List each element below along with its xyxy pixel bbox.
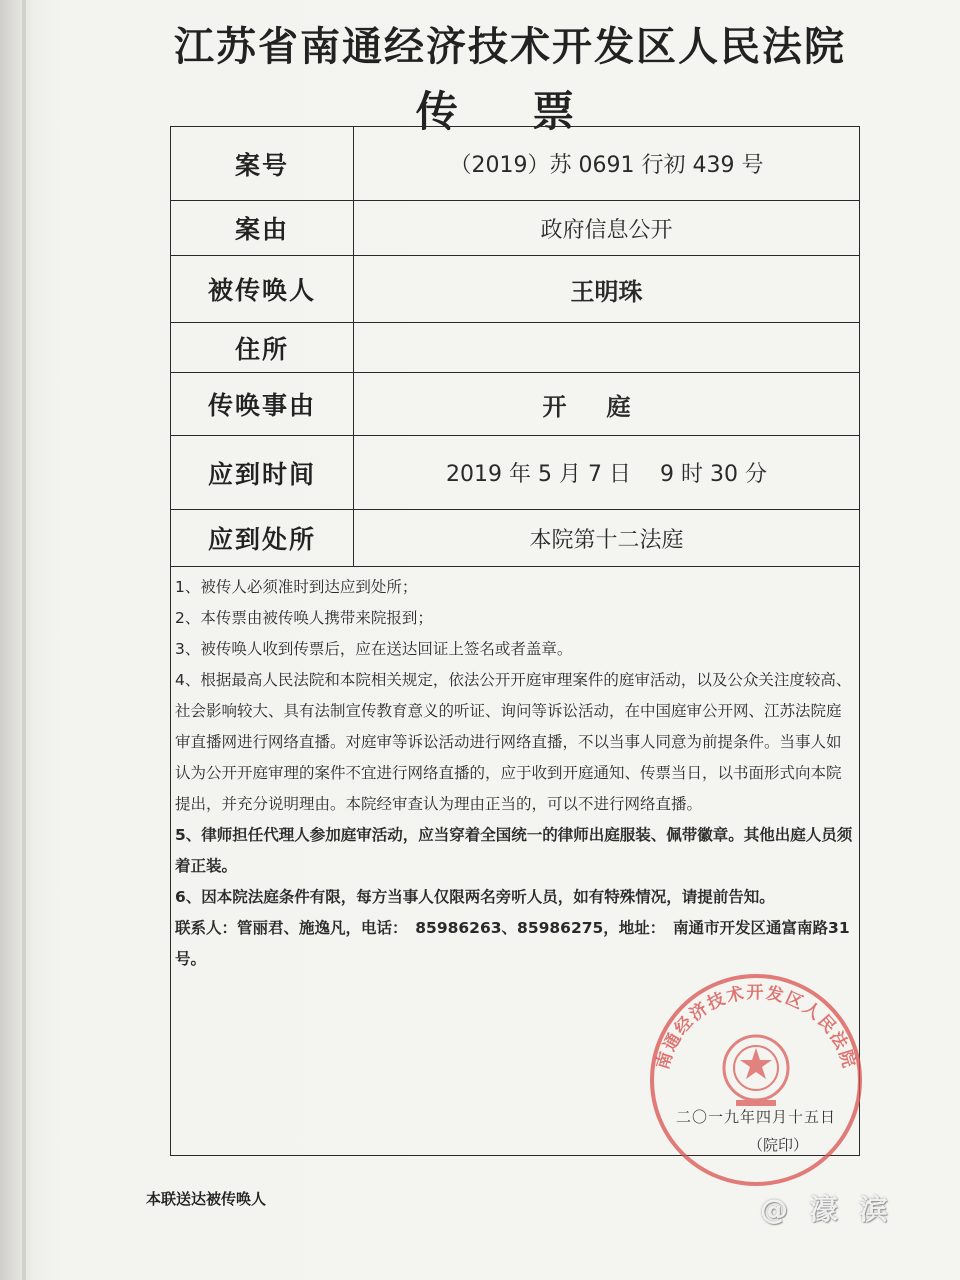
note-item: 4、根据最高人民法院和本院相关规定，依法公开开庭审理案件的庭审活动，以及公众关注度较高、社会影响较大、具有法制宣传教育意义的听证、询问等诉讼活动，在中国庭审公开网、江苏法院庭审直播网进行网络直播。对庭审等诉讼活动进行网络直播，不以当事人同意为前提条件。当事人如认为公开开庭审理的案件不宜进行网络直播的，应于收到开庭通知、传票当日，以书面形式向本院提出，并充分说明理由。本院经审查认为理由正当的，可以不进行网络直播。 xyxy=(175,671,852,813)
table-row xyxy=(171,373,860,436)
court-seal xyxy=(632,960,880,1192)
field-label-place: 应到处所 xyxy=(171,510,354,567)
note-item: 3、被传唤人收到传票后，应在送达回证上签名或者盖章。 xyxy=(175,640,573,658)
paper-edge xyxy=(22,0,26,1280)
field-label-reason: 传唤事由 xyxy=(171,373,354,436)
note-item: 5、律师担任代理人参加庭审活动，应当穿着全国统一的律师出庭服装、佩带徽章。其他出庭人员须着正装。 xyxy=(175,826,853,875)
field-value-case-number: （2019）苏 0691 行初 439 号 xyxy=(354,127,860,201)
field-label-time: 应到时间 xyxy=(171,436,354,510)
table-row xyxy=(171,127,860,201)
national-emblem-icon xyxy=(724,1036,788,1106)
field-label-address: 住所 xyxy=(171,323,354,373)
field-label-cause: 案由 xyxy=(171,201,354,256)
issue-date: 二〇一九年四月十五日 xyxy=(676,1108,837,1126)
note-item: 1、被传人必须准时到达应到处所； xyxy=(175,578,418,596)
summons-table xyxy=(170,126,860,567)
table-row xyxy=(171,201,860,256)
court-name: 江苏省南通经济技术开发区人民法院 xyxy=(174,24,846,70)
note-item: 6、因本院法庭条件有限，每方当事人仅限两名旁听人员，如有特殊情况，请提前告知。 xyxy=(175,888,775,906)
watermark: @ 濠 滨 xyxy=(760,1193,894,1226)
field-value-reason: 开庭 xyxy=(354,373,860,436)
field-value-address xyxy=(354,323,860,373)
table-row xyxy=(171,510,860,567)
table-row xyxy=(171,323,860,373)
field-value-place: 本院第十二法庭 xyxy=(354,510,860,567)
seal-text: 南通经济技术开发区人民法院 xyxy=(652,983,860,1072)
note-item: 2、本传票由被传唤人携带来院报到； xyxy=(175,609,433,627)
table-row xyxy=(171,256,860,323)
field-value-time: 2019 年 5 月 7 日 9 时 30 分 xyxy=(354,436,860,510)
field-label-summoned-person: 被传唤人 xyxy=(171,256,354,323)
table-row xyxy=(171,436,860,510)
footer-note: 本联送达被传唤人 xyxy=(146,1190,267,1208)
note-item: 联系人：管丽君、施逸凡，电话： 85986263、85986275，地址： 南通市开发区通富南路31号。 xyxy=(175,919,850,968)
field-value-summoned-person: 王明珠 xyxy=(354,256,860,323)
field-value-cause: 政府信息公开 xyxy=(354,201,860,256)
seal-label: （院印） xyxy=(748,1136,809,1154)
field-label-case-number: 案号 xyxy=(171,127,354,201)
document-title: 传 票 xyxy=(415,87,605,136)
